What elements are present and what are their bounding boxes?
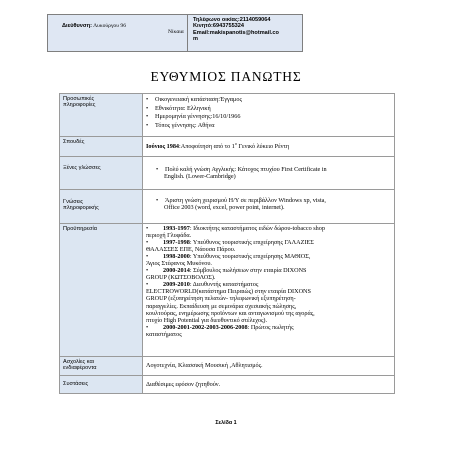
- email[interactable]: Email:makispanotis@hotmail.co: [193, 29, 279, 36]
- label-computers: Γνώσεις πληροφορικής: [60, 190, 143, 223]
- row-computers: [59, 189, 395, 223]
- contact-header: [47, 14, 303, 52]
- hobbies-text: Λογοτεχνία, Κλασσική Μουσική ,Αθλητισμός.: [146, 362, 263, 369]
- references-text: Διαθέσιμες εφόσον ζητηθούν.: [146, 381, 221, 388]
- row-languages: [59, 156, 395, 189]
- label-hobbies: Ασχολίες και ενδιαφέροντα: [60, 357, 143, 375]
- list-item: • 1997-1998: Υπεύθυνος τουριστικής επιχείρησης ΓΑΛΑΖΙΕΣ: [146, 239, 392, 246]
- email-cont: m: [193, 36, 198, 43]
- list-item: • 1998-2000: Υπεύθυνος τουριστικής επιχείρησης ΜΑΘΙΟΣ,: [146, 253, 392, 260]
- row-hobbies: [59, 356, 395, 375]
- languages-text: • Πολύ καλή γνώση Αγγλικής: Κάτοχος πτυχίου First Certificate in English. (Lower-Cambridge): [156, 166, 392, 180]
- list-item: • Ημερομηνία γέννησης:16/10/1966: [146, 113, 392, 122]
- list-item: • 2009-2010: Διευθυντής καταστήματος: [146, 281, 392, 288]
- personal-list: [146, 96, 392, 130]
- list-item: • Εθνικότητα: Ελληνική: [146, 105, 392, 114]
- address-line: [62, 23, 126, 30]
- label-personal: Προσωπικές πληροφορίες: [60, 94, 143, 136]
- label-experience: Προϋπηρεσία: [60, 224, 143, 356]
- studies-text: Ιούνιος 1984:Αποφοίτηση από το $1^o$ Γενικό λύκειο Ρέντη: [146, 141, 290, 151]
- list-item: • 2000-2014: Σύμβουλος πωλήσεων στην εταιρία DIXONS: [146, 267, 392, 274]
- page-number: Σελίδα 1: [215, 420, 237, 426]
- list-item: • Τόπος γέννησης: Αθήνα: [146, 122, 392, 131]
- experience-list: • 1993-1997: Ιδιοκτήτης καταστήματος ειδών δώρου-tobacco shop περιοχή Γλυφάδα. • 1997-1998: Υπεύθυνος τουριστικής επιχείρησης ΓΑΛΑΖΙΕΣ ΘΑΛΑΣΣΕΣ ΕΠΕ, Νάουσα Πάρου. • 1998-2000: Υπεύθυνος τουριστικής επιχείρησης ΜΑΘΙΟΣ, Άγιος Στέφανος Μυκόνου. • 2000-2014: Σύμβουλος πωλήσεων στην εταιρία DIXONS GROUP (ΚΩΤΣΟΒΟΛΟΣ). • 2009-2010: Διευθυντής καταστήματος ELECTROWORLD(κατάστημα Πειραιώς) στην εταιρία DIXONS GROUP (εξυπηρέτηση πελατών- τηλεφωνική εξυπηρέτηση- παραγγελίες. Εκπαίδευση με σεμινάρια σχεσιακής πώλησης, κουλτούρας, ενημέρωσης προϊόντων και ανταγωνισμού της αγοράς, πτυχίο High Potential για διευθυντικό στέλεχος). • 2000-2001-2002-2003-2006-2008: Πρώτος πωλητής καταστήματος: [146, 225, 392, 338]
- person-name: ΕΥΘΥΜΙΟΣ ΠΑΝΩΤΗΣ: [150, 69, 302, 84]
- mobile-phone: Κινητό:6943755324: [193, 23, 245, 30]
- address-cell: [48, 15, 188, 51]
- row-experience: [59, 223, 395, 356]
- row-references: [59, 375, 395, 394]
- label-references: Συστάσεις: [60, 376, 143, 393]
- label-languages: Ξένες γλώσσες: [60, 157, 143, 189]
- home-phone: Τηλέφωνο οικίας:2114059064: [193, 17, 271, 23]
- address-line2: Νίκαια: [168, 29, 184, 35]
- row-personal: [59, 93, 395, 136]
- row-studies: [59, 136, 395, 156]
- address-label: Διεύθυνση:: [62, 23, 92, 29]
- contact-cell: [193, 17, 301, 43]
- list-item: • Οικογενειακή κατάσταση:Έγγαμος: [146, 96, 392, 105]
- label-studies: Σπουδές: [60, 137, 143, 156]
- address-line1: Λυκούργου 96: [93, 23, 126, 29]
- computers-text: • Άριστη γνώση χειρισμού Η/Υ σε περιβάλλον Windows xp, vista, Office 2003 (word, excel, power point, internet).: [156, 197, 392, 211]
- list-item: • 1993-1997: Ιδιοκτήτης καταστήματος ειδών δώρου-tobacco shop: [146, 225, 392, 232]
- list-item: • 2000-2001-2002-2003-2006-2008: Πρώτος πωλητής: [146, 324, 392, 331]
